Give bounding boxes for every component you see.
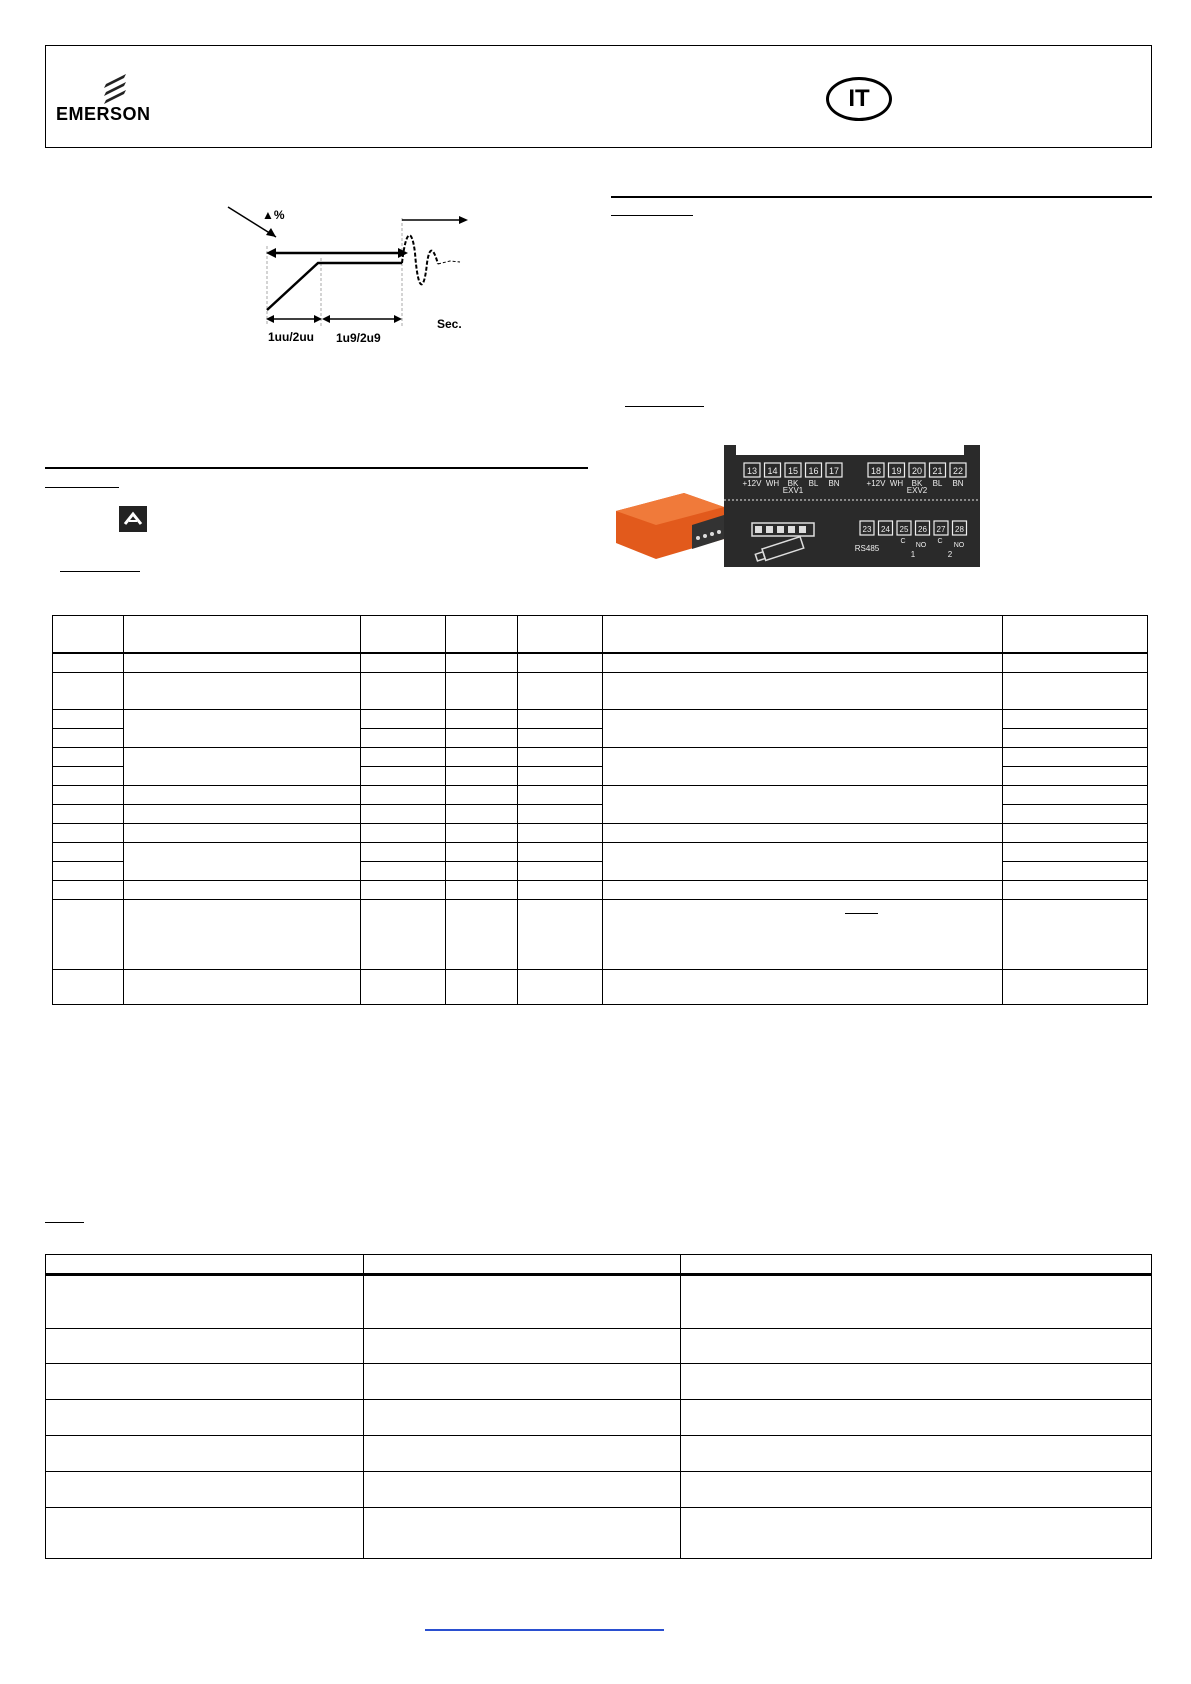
terminal-wire-label: BK <box>911 479 923 488</box>
terminal-number: 23 <box>862 525 872 534</box>
table-row <box>53 748 1148 767</box>
relay-contact-label: C <box>937 538 943 545</box>
relay-contact-label: NO <box>915 542 927 549</box>
terminal-number: 27 <box>936 525 946 534</box>
table-row <box>46 1472 1152 1508</box>
connector-terminal-photo <box>614 445 980 567</box>
table-row <box>53 970 1148 1005</box>
section-heading-underline <box>60 571 140 572</box>
terminal-number: 20 <box>911 466 923 476</box>
terminal-number: 15 <box>787 466 799 476</box>
terminal-wire-label: BN <box>828 479 840 488</box>
terminal-wire-label: BL <box>932 479 943 488</box>
relay-number: 1 <box>910 550 916 559</box>
terminal-number: 14 <box>767 466 778 476</box>
table-row <box>53 843 1148 862</box>
diagram-y-axis-label: ▲% <box>262 208 285 222</box>
exv2-label: EXV2 <box>906 486 928 495</box>
info-table <box>45 1254 1152 1559</box>
table-row <box>53 900 1148 970</box>
language-badge: IT <box>826 77 892 121</box>
table-row <box>46 1329 1152 1364</box>
section-rule <box>45 467 588 469</box>
table-row <box>53 673 1148 710</box>
terminal-wire-label: BN <box>952 479 964 488</box>
document-header <box>45 45 1152 148</box>
terminal-number: 21 <box>932 466 943 476</box>
table-row <box>53 710 1148 729</box>
terminal-number: 17 <box>828 466 840 476</box>
parameter-table <box>52 615 1148 1005</box>
terminal-wire-label: WH <box>889 479 904 488</box>
table-row <box>53 653 1148 673</box>
relay-number: 2 <box>947 550 953 559</box>
rs485-label: RS485 <box>854 544 880 553</box>
relay-contact-label: C <box>900 538 906 545</box>
diagram-phase1-label: 1uu/2uu <box>268 330 315 344</box>
table-header-row <box>46 1255 1152 1275</box>
up-arrow-key-icon <box>119 506 147 532</box>
terminal-wire-label: WH <box>765 479 780 488</box>
table-cell-underline <box>845 913 878 914</box>
section-heading-underline <box>625 406 704 407</box>
table-row <box>46 1508 1152 1559</box>
terminal-number: 28 <box>955 525 964 534</box>
table-row <box>46 1436 1152 1472</box>
exv1-label: EXV1 <box>782 486 804 495</box>
table-row <box>46 1400 1152 1436</box>
section-heading-underline <box>611 215 693 216</box>
terminal-number: 26 <box>918 525 927 534</box>
section-rule <box>611 196 1152 198</box>
terminal-wire-label: +12V <box>742 479 762 488</box>
footer-link[interactable] <box>425 1629 664 1631</box>
terminal-number: 16 <box>808 466 819 476</box>
table-header-row <box>53 616 1148 653</box>
table-row <box>53 786 1148 805</box>
terminal-number: 18 <box>870 466 882 476</box>
terminal-wire-label: BK <box>787 479 799 488</box>
terminal-wire-label: BL <box>808 479 819 488</box>
terminal-number: 25 <box>899 525 909 534</box>
terminal-wire-label: +12V <box>866 479 886 488</box>
terminal-number: 24 <box>881 525 890 534</box>
diagram-phase2-label: 1u9/2u9 <box>336 331 381 345</box>
table-row <box>53 881 1148 900</box>
table-row <box>46 1275 1152 1329</box>
table-row <box>53 824 1148 843</box>
table-row <box>46 1364 1152 1400</box>
terminal-number: 13 <box>746 466 758 476</box>
section-heading-underline <box>45 487 119 488</box>
relay-contact-label: NO <box>953 542 965 549</box>
section-heading-underline <box>45 1222 84 1223</box>
terminal-number: 19 <box>891 466 902 476</box>
logo-wordmark: EMERSON <box>56 104 151 124</box>
terminal-number: 22 <box>952 466 964 476</box>
diagram-x-axis-label: Sec. <box>437 317 462 331</box>
